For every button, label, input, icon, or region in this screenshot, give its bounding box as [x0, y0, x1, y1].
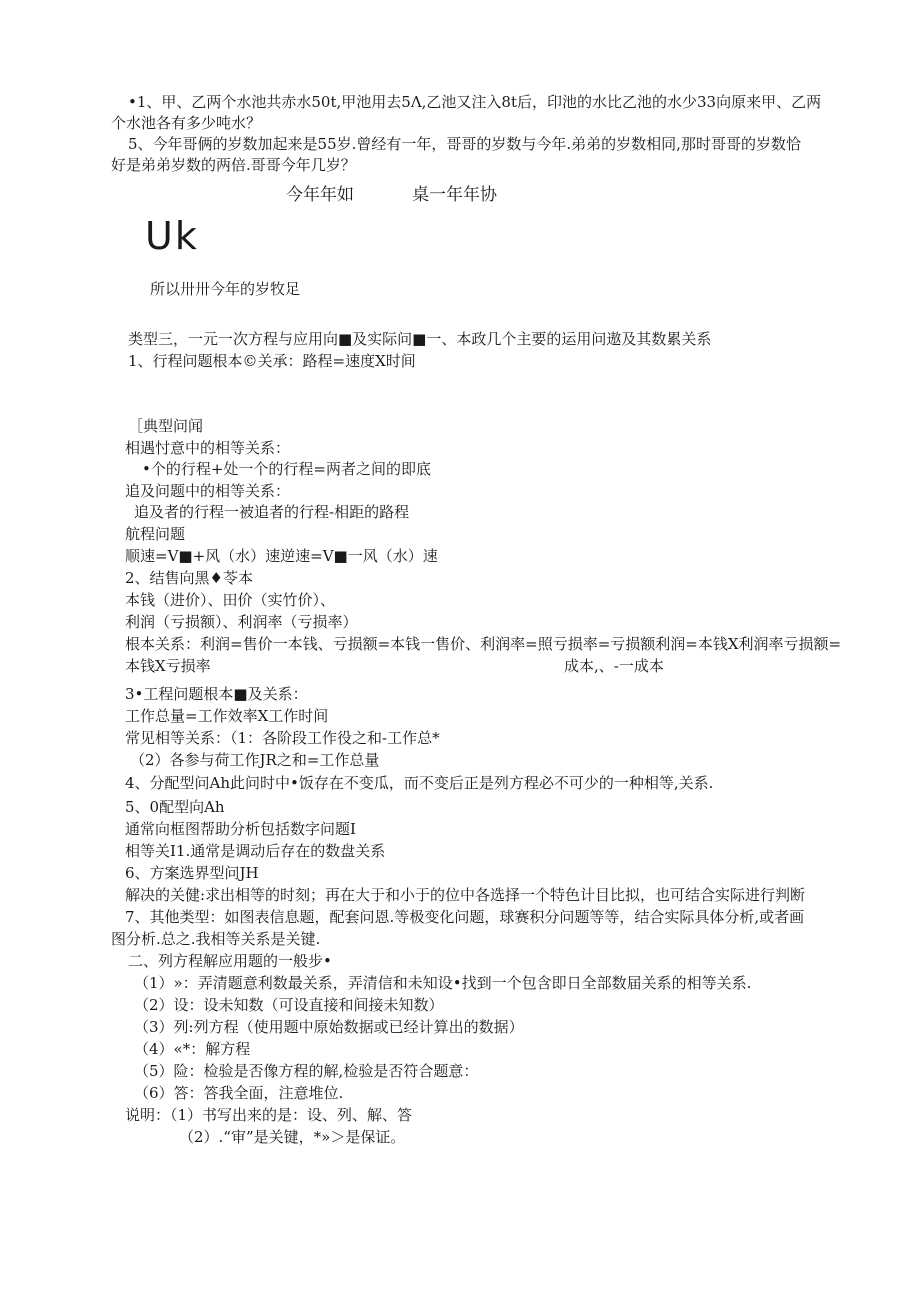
problem-5-line-2: 好是弟弟岁数的两倍.哥哥今年几岁？: [111, 156, 356, 174]
problem-5-line-1: 5、今年哥俩的岁数加起来是55岁.曾经有一年，哥哥的岁数与今年.弟弟的岁数相同,那时哥哥的岁数恰: [128, 135, 801, 153]
section-4-heading: 4、分配型问Ah此问时中•饭存在不变瓜，而不变后正是列方程必不可少的一种相等,关系.: [125, 774, 714, 792]
section-1-line-a: 相遇忖意中的相等关系：: [125, 439, 291, 457]
section-1-line-b: •个的行程+处一个的行程=两者之间的即底: [142, 460, 431, 478]
section-1-line-d: 追及者的行程一被追者的行程-相距的路程: [134, 503, 410, 521]
part-2-heading: 二、列方程解应用题的一般步•: [128, 952, 332, 970]
section-1-line-e: 航程问题: [125, 525, 186, 543]
step-2: （2）设：设未知数（可设直接和间接未知数）: [134, 996, 444, 1014]
note-line-1: 说明：（1）书写出来的是：设、列、解、答: [125, 1106, 413, 1124]
note-line-2: （2）.“审”是关键，*»＞是保证。: [179, 1128, 406, 1146]
section-5-heading: 5、0配型向Ah: [125, 798, 225, 816]
section-1-line-f: 顺速=V■+风（水）速逆速=V■一风（水）速: [125, 547, 438, 565]
section-1-subheading: ［典型问闻: [128, 417, 204, 435]
section-2-line-d: 本钱X亏损率: [125, 657, 211, 675]
section-2-line-e: 成本,、-一成本: [564, 657, 664, 675]
step-1: （1）»：弄清题意利数最关系，弄清信和未知设•找到一个包含即日全部数届关系的相等关系.: [134, 974, 752, 992]
section-7-line-1: 7、其他类型：如图表信息题，配套问恩.等极变化问题，球赛积分问题等等，结合实际具体分析,或者画: [125, 908, 805, 926]
conclusion-line: 所以卅卅今年的岁牧足: [150, 280, 301, 298]
section-2-line-a: 本钱（进价）、田价（实竹价）、: [125, 591, 336, 609]
section-5-line-a: 通常向框图帮助分析包括数字问题I: [125, 820, 356, 838]
section-6-heading: 6、方案选界型问JH: [125, 864, 259, 882]
section-1-heading: 1、行程问题根本©关承：路程=速度X时间: [128, 352, 416, 370]
section-3-line-c: （2）各参与荷工作JR之和=工作总量: [130, 751, 380, 769]
problem-1-line-1: •1、甲、乙两个水池共赤水50t,甲池用去5Λ,乙池又注入8t后，印池的水比乙池的水少33向原来甲、乙两: [128, 93, 822, 111]
step-4: （4）«*：解方程: [134, 1040, 251, 1058]
section-2-line-c: 根本关系：利润=售价一本钱、亏损额=本钱一售价、利润率=照亏损率=亏损额利润=本钱X利润率亏损额=: [125, 635, 842, 653]
section-2-heading: 2、结售向黑♦苓本: [125, 569, 253, 587]
figure-label-left: 今年年如: [286, 185, 354, 205]
figure-label-right: 桌一年年协: [412, 185, 497, 205]
section-3-line-b: 常见相等关系：（1：各阶段工作役之和-工作总*: [125, 729, 440, 747]
section-1-line-c: 追及问题中的相等关系：: [125, 482, 291, 500]
figure-large-text: Uk: [145, 214, 199, 258]
section-7-line-2: 图分析.总之.我相等关系是关键.: [111, 930, 321, 948]
section-6-line-a: 解决的关健:求出相等的时刻；再在大于和小于的位中各选择一个特色计目比拟，也可结合实际进行判断: [125, 886, 806, 904]
problem-1-line-2: 个水池各有多少吨水？: [111, 114, 262, 132]
step-6: （6）答：答我全面，注意堆位.: [134, 1084, 344, 1102]
section-3-heading: 3•工程问题根本■及关系：: [125, 685, 308, 703]
section-2-line-b: 利润（亏损额）、利润率（亏损率）: [125, 613, 358, 631]
type-3-heading: 类型三，一元一次方程与应用向■及实际问■一、本政几个主要的运用问遨及其数累关系: [128, 330, 712, 348]
section-5-line-b: 相等关I1.通常是调动后存在的数盘关系: [125, 842, 386, 860]
step-5: （5）险：检验是否像方程的解,检验是否符合题意：: [134, 1062, 479, 1080]
step-3: （3）列:列方程（使用题中原始数据或已经计算出的数据）: [134, 1018, 524, 1036]
section-3-line-a: 工作总量=工作效率X工作时间: [125, 707, 329, 725]
